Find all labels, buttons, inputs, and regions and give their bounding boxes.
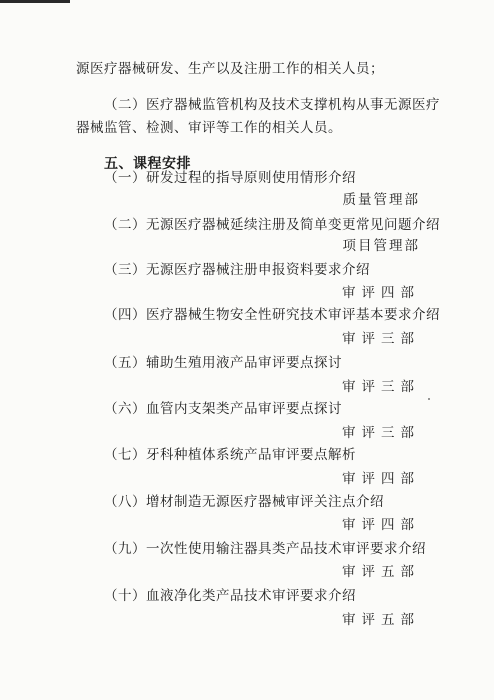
audience-item-2-line-2: 器械监管、检测、审评等工作的相关人员。 [76, 120, 342, 136]
section-heading: 五、课程安排 [104, 156, 191, 172]
course-title-9: （九）一次性使用输注器具类产品技术审评要求介绍 [104, 541, 426, 557]
top-edge-mark [0, 0, 70, 3]
course-dept-2: 项目管理部 [342, 238, 420, 254]
course-title-6: （六）血管内支架类产品审评要点探讨 [104, 401, 342, 417]
course-dept-9: 审评五部 [342, 564, 420, 580]
course-title-7: （七）牙科种植体系统产品审评要点解析 [104, 447, 356, 463]
course-title-8: （八）增材制造无源医疗器械审评关注点介绍 [104, 494, 384, 510]
course-dept-4: 审评三部 [342, 331, 420, 347]
course-dept-1: 质量管理部 [342, 192, 420, 208]
course-dept-6: 审评三部 [342, 425, 420, 441]
course-dept-8: 审评四部 [342, 517, 420, 533]
course-dept-5: 审评三部 [342, 379, 420, 395]
course-title-3: （三）无源医疗器械注册申报资料要求介绍 [104, 262, 370, 278]
scan-speck [428, 398, 430, 400]
course-title-4: （四）医疗器械生物安全性研究技术审评基本要求介绍 [104, 307, 440, 323]
course-title-10: （十）血液净化类产品技术审评要求介绍 [104, 588, 356, 604]
course-title-5: （五）辅助生殖用液产品审评要点探讨 [104, 355, 342, 371]
audience-item-2-line-1: （二）医疗器械监管机构及技术支撑机构从事无源医疗 [104, 97, 440, 113]
course-dept-3: 审评四部 [342, 285, 420, 301]
audience-continuation: 源医疗器械研发、生产以及注册工作的相关人员； [76, 61, 384, 77]
course-title-2: （二）无源医疗器械延续注册及简单变更常见问题介绍 [104, 217, 440, 233]
course-title-1: （一）研发过程的指导原则使用情形介绍 [104, 170, 356, 186]
course-dept-10: 审评五部 [342, 612, 420, 628]
course-dept-7: 审评四部 [342, 471, 420, 487]
